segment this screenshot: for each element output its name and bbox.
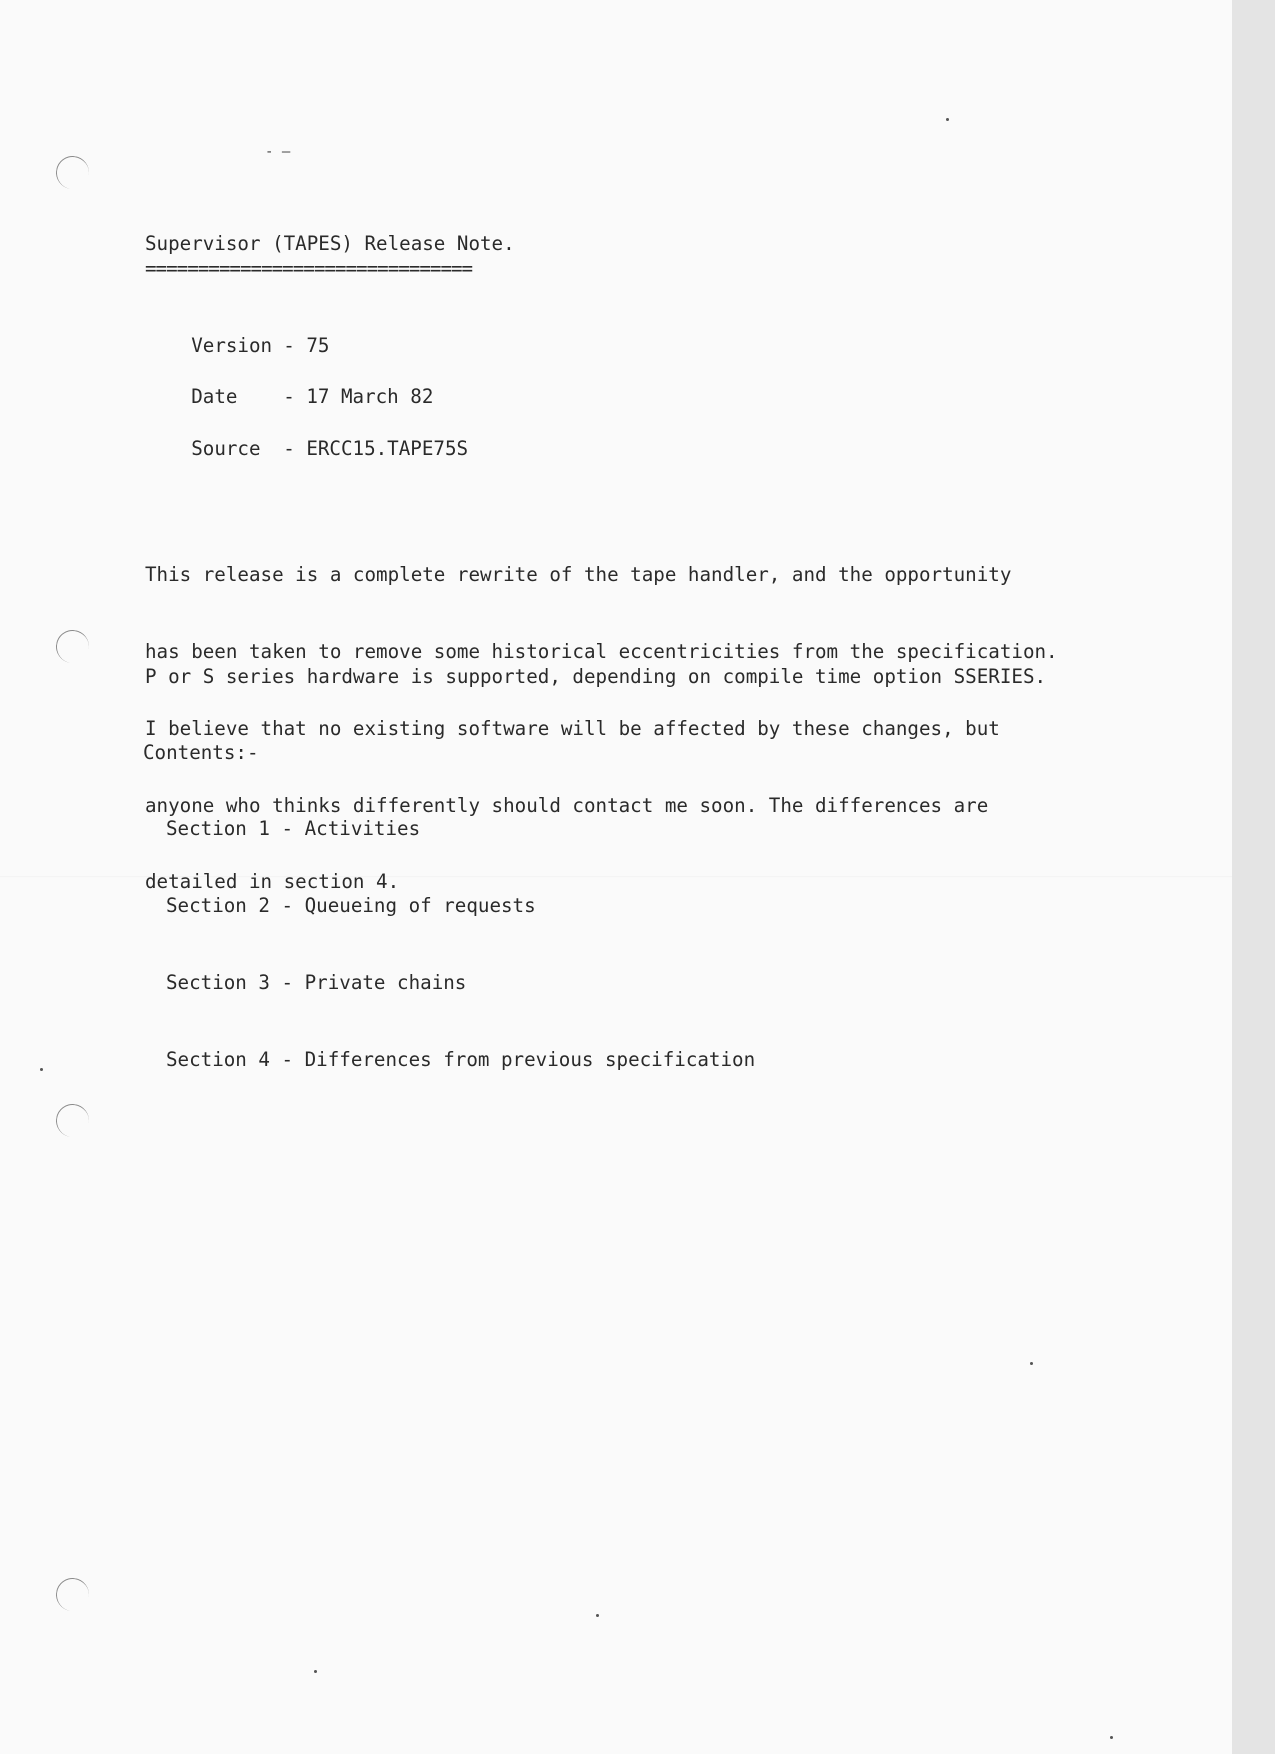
contents-item: Section 2 - Queueing of requests: [166, 893, 536, 917]
paragraph-line: detailed in section 4.: [145, 870, 400, 894]
top-mark: - —: [265, 144, 291, 160]
contents-item: Section 3 - Private chains: [166, 970, 467, 994]
contents-item: Section 4 - Differences from previous specification: [166, 1047, 756, 1071]
hardware-paragraph: P or S series hardware is supported, depending on compile time option SSERIES.: [145, 665, 1047, 688]
contents-item: Section 1 - Activities: [166, 817, 421, 841]
paragraph-line: This release is a complete rewrite of the tape handler, and the opportunity: [145, 563, 1012, 587]
paper-speck: [1110, 1736, 1113, 1739]
title-underline: ===============================: [145, 257, 473, 280]
paragraph-line: anyone who thinks differently should contact me soon. The differences are: [145, 793, 989, 817]
punch-hole: [54, 1102, 91, 1139]
field-label: Source: [191, 436, 261, 460]
field-label: Version: [191, 333, 273, 357]
contents-list: [166, 765, 755, 1123]
punch-hole: [54, 154, 91, 191]
field-value: - 17 March 82: [283, 384, 434, 408]
document-title: Supervisor (TAPES) Release Note.: [145, 232, 515, 255]
contents-heading: Contents:-: [143, 741, 259, 764]
field-label: Date: [191, 384, 238, 408]
paper-speck: [314, 1670, 317, 1673]
paper-speck: [1030, 1362, 1033, 1365]
punch-hole: [54, 1576, 91, 1613]
source-field: [145, 410, 468, 487]
paragraph-line: I believe that no existing software will be affected by these changes, but: [145, 716, 1000, 740]
paper-speck: [946, 118, 949, 121]
paper-speck: [40, 1068, 43, 1071]
paper-speck: [596, 1614, 599, 1617]
field-value: - ERCC15.TAPE75S: [283, 436, 469, 460]
paragraph-line: has been taken to remove some historical eccentricities from the specification.: [145, 639, 1058, 663]
field-value: - 75: [283, 333, 330, 357]
punch-hole: [54, 628, 91, 665]
